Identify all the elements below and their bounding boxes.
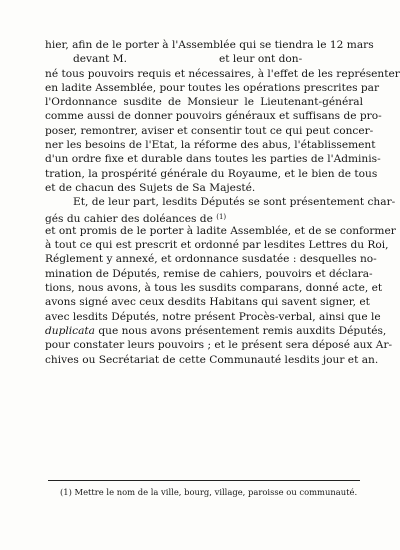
text-line: à tout ce qui est prescrit et ordonné par lesdites Lettres du Roi, (45, 239, 389, 252)
text-line: avons signé avec ceux desdits Habitans qui savent signer, et (45, 296, 370, 309)
text-line: né tous pouvoirs requis et nécessaires, à l'effet de les représenter (45, 67, 400, 80)
duplicata-continuation: que nous avons présentement remis auxdits Députés, (98, 324, 387, 337)
text-line: avec lesdits Députés, notre présent Procès-verbal, ainsi que le (45, 310, 381, 323)
text-line: en ladite Assemblée, pour toutes les opérations prescrites par (45, 81, 380, 94)
text-line: Réglement y annexé, et ordonnance susdatée : desquelles no- (45, 253, 377, 266)
footnote-rule (48, 480, 360, 481)
footnote-ref: (1) (216, 212, 227, 221)
text-line: pour constater leurs pouvoirs ; et le présent sera déposé aux Ar- (45, 339, 393, 352)
duplicata-word: duplicata (45, 324, 95, 337)
text-line: et ont promis de le porter à ladite Assemblée, et de se conformer (45, 224, 396, 237)
text-line: et de chacun des Sujets de Sa Majesté. (45, 181, 256, 194)
footnote: (1) Mettre le nom de la ville, bourg, village, paroisse ou communauté. (60, 487, 358, 497)
devant-continuation: et leur ont don- (219, 53, 303, 66)
text-line: l'Ordonnance susdite de Monsieur le Lieutenant-général (45, 96, 363, 109)
text-line-blank (45, 52, 363, 66)
text-line: ner les besoins de l'Etat, la réforme des abus, l'établissement (45, 139, 376, 152)
text-line: comme aussi de donner pouvoirs généraux et suffisans de pro- (45, 110, 382, 123)
cahier-text: gés du cahier des doléances de (45, 212, 213, 225)
text-line: poser, remontrer, aviser et consentir tout ce qui peut concer- (45, 124, 374, 137)
text-line: Et, de leur part, lesdits Députés se sont présentement char- (73, 196, 396, 209)
text-line-footnote-ref (45, 210, 363, 224)
text-line: tration, la prospérité générale du Royaume, et le bien de tous (45, 167, 378, 180)
text-line: hier, afin de le porter à l'Assemblée qui se tiendra le 12 mars (45, 39, 374, 51)
text-line: chives ou Secrétariat de cette Communauté lesdits jour et an. (45, 353, 379, 366)
text-line: d'un ordre fixe et durable dans toutes les parties de l'Adminis- (45, 153, 381, 166)
text-line-italic (45, 324, 387, 338)
body-text (45, 38, 400, 367)
devant-label: devant M. (73, 53, 128, 66)
text-line: mination de Députés, remise de cahiers, pouvoirs et déclara- (45, 267, 373, 280)
text-line: tions, nous avons, à tous les susdits comparans, donné acte, et (45, 282, 383, 295)
